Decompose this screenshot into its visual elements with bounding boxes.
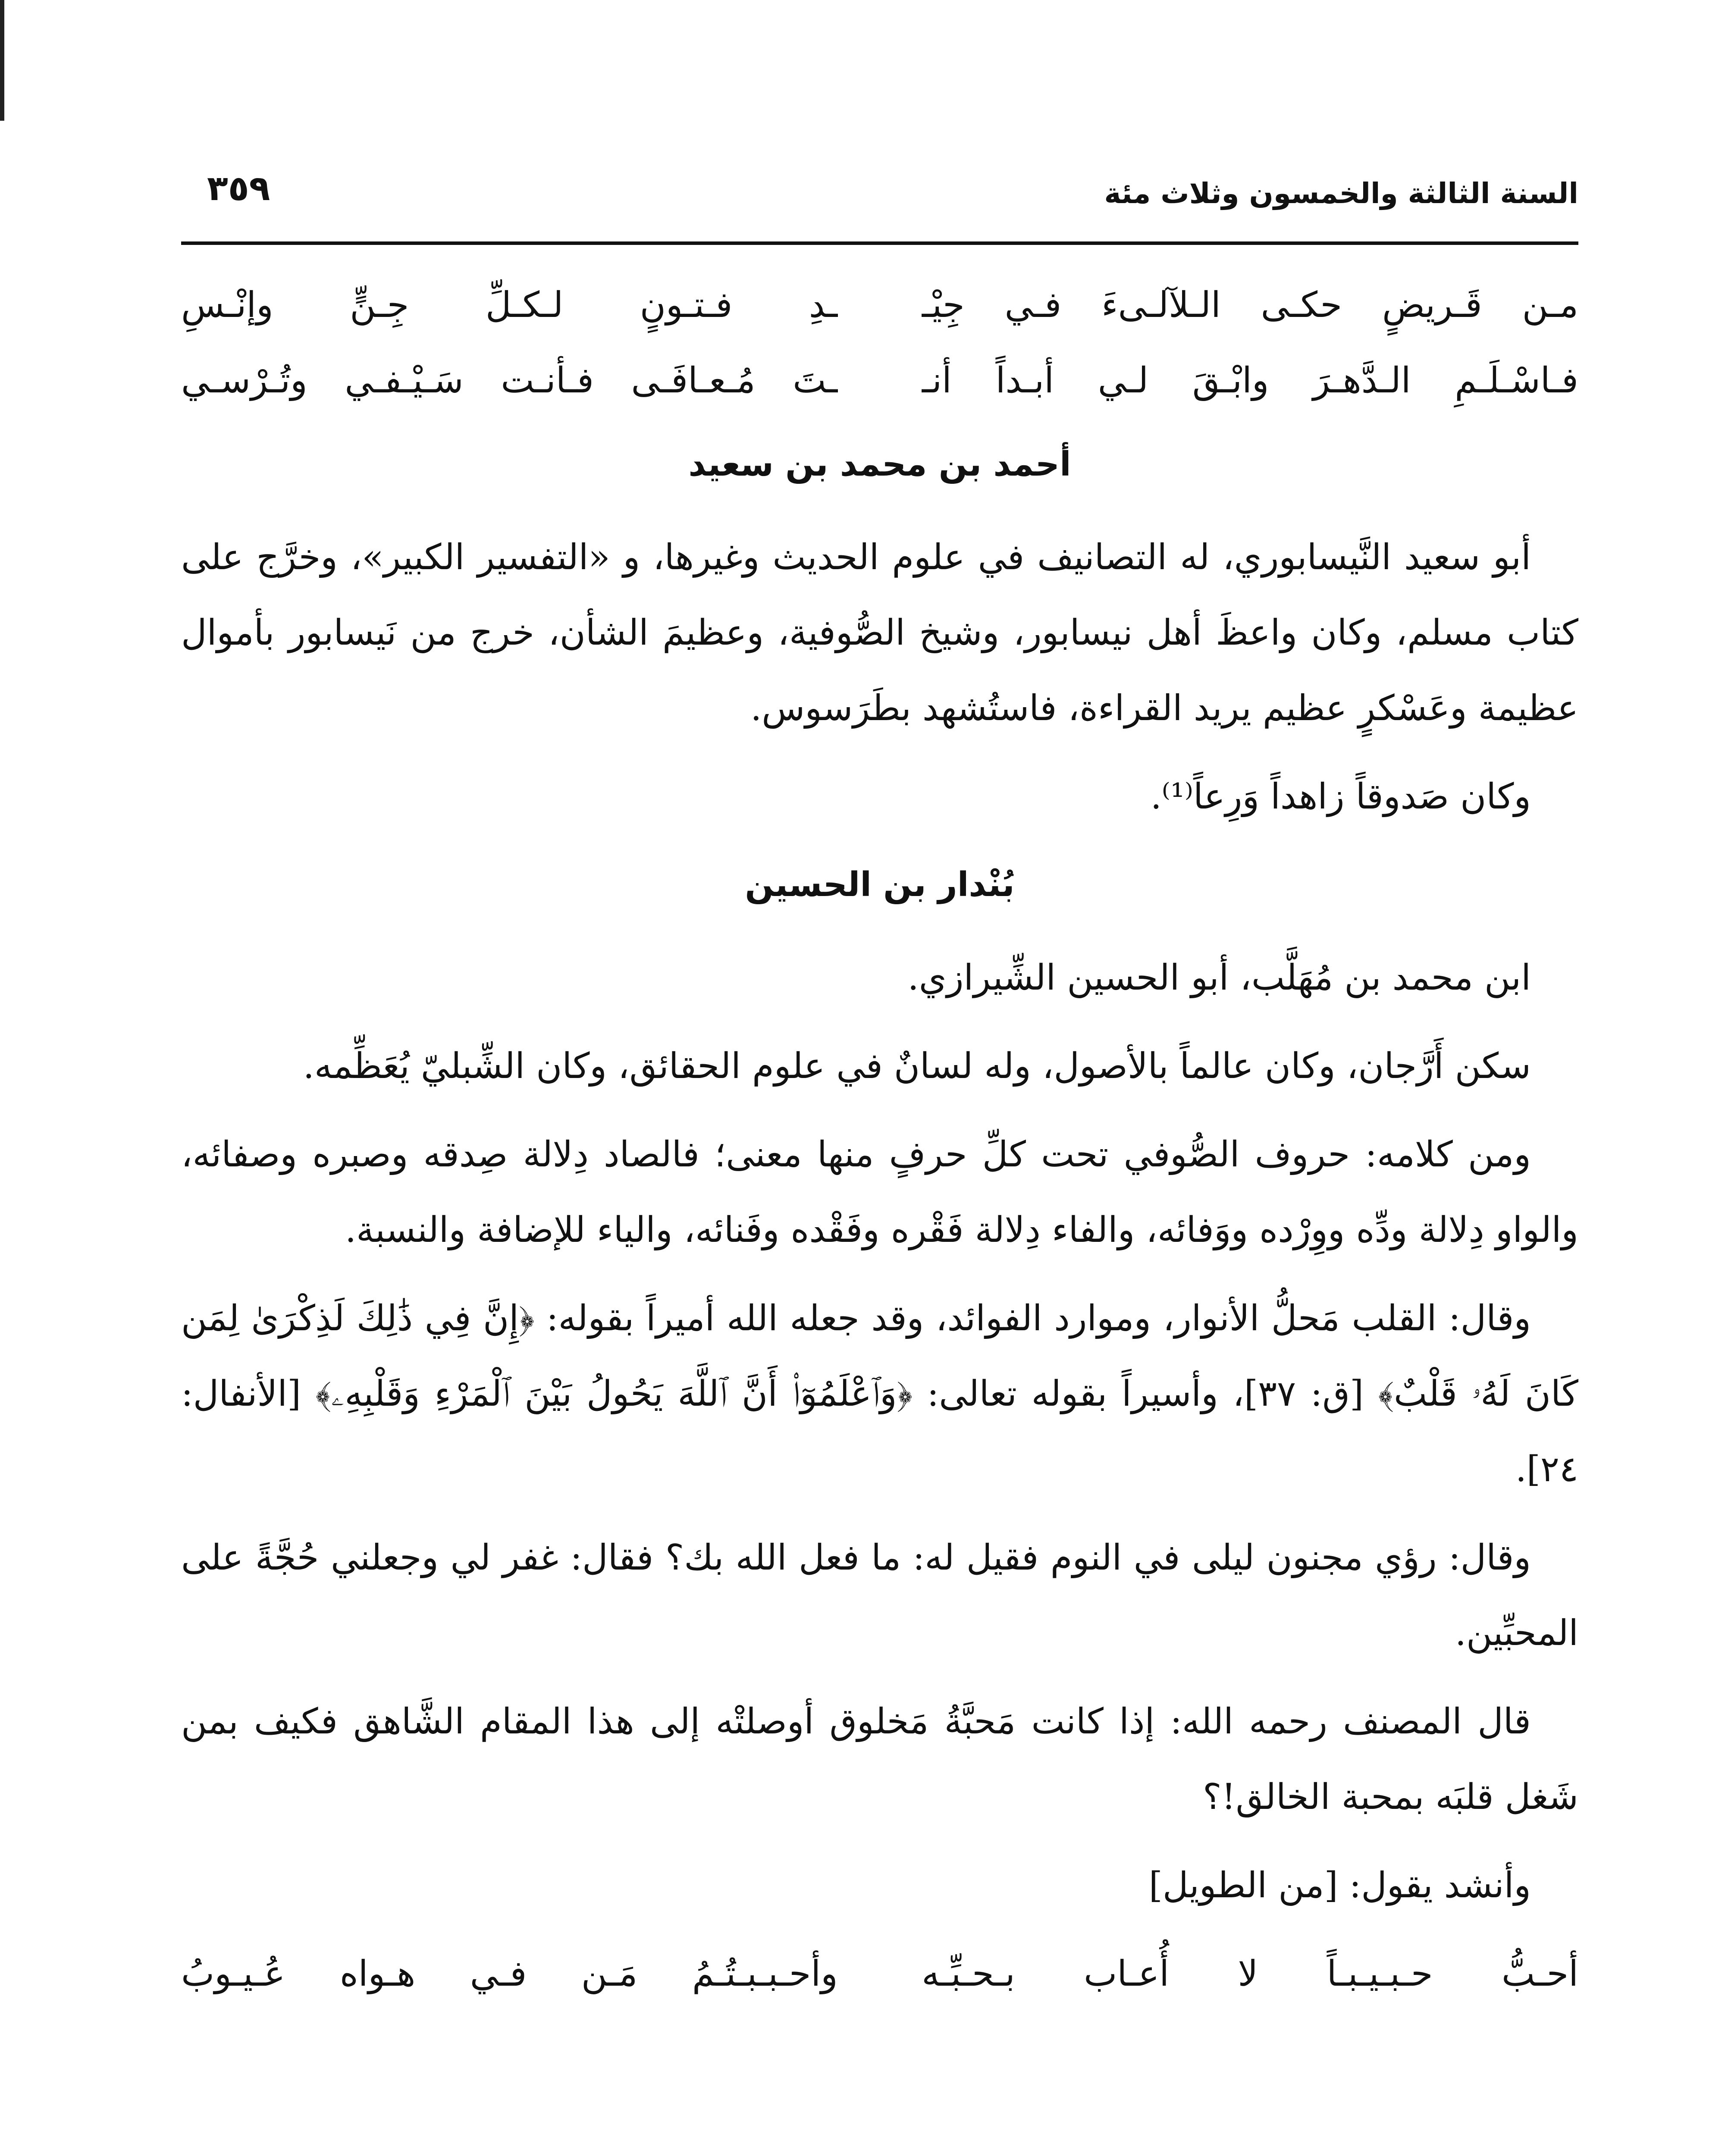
main-text xyxy=(181,267,1578,2012)
scan-edge-mark xyxy=(0,0,4,121)
entry-paragraph: ومن كلامه: حروف الصُّوفي تحت كلِّ حرفٍ منها معنى؛ فالصاد دِلالة صِدقه وصبره وصفائه، والواو دِلالة ودِّه ووِرْده ووَفائه، والفاء دِلالة فَقْره وفَقْده وفَنائه، والياء للإضافة والنسبة. xyxy=(181,1134,1578,1250)
entry-paragraph: وقال: القلب مَحلُّ الأنوار، وموارد الفوائد، وقد جعله الله أميراً بقوله: ﴿إِنَّ فِي ذَٰلِكَ لَذِكْرَىٰ لِمَن كَانَ لَهُۥ قَلْبٌ﴾ [ق: ٣٧]، وأسيراً بقوله تعالى: ﴿وَٱعْلَمُوٓا۟ أَنَّ ٱللَّهَ يَحُولُ بَيْنَ ٱلْمَرْءِ وَقَلْبِهِۦ﴾ [الأنفال: ٢٤]. xyxy=(181,1298,1578,1490)
entry-paragraph: وقال: رؤي مجنون ليلى في النوم فقيل له: ما فعل الله بك؟ فقال: غفر لي وجعلني حُجَّةً على المحبِّين. xyxy=(181,1537,1578,1654)
verse-second-hemistich: ـدِ فـتـونٍ لـكـلِّ جِـنٍّ وإنْـسِ xyxy=(181,285,838,326)
entry-paragraph: ابن محمد بن مُهَلَّب، أبو الحسين الشِّيرازي. xyxy=(907,957,1531,998)
entry-paragraph: وكان صَدوقاً زاهداً وَرِعاً⁽¹⁾. xyxy=(1150,776,1531,817)
verse-line xyxy=(181,1936,1578,2012)
verse-first-hemistich: فـاسْـلَـمِ الـدَّهـرَ وابْـقَ لـي أبـداً أنـ xyxy=(922,360,1578,401)
verse-first-hemistich: أحـبُّ حـبـيـبـاً لا أُعـاب بـحـبِّـه xyxy=(922,1953,1578,1994)
entry-heading: بُنْدار بن الحسين xyxy=(745,865,1015,904)
entry-paragraph: وأنشد يقول: [من الطويل] xyxy=(1148,1865,1531,1906)
verse-line xyxy=(181,267,1578,343)
verse-second-hemistich: وأحـبـبـتُـمُ مَـن فـي هـواه عُـيـوبُ xyxy=(181,1953,838,1994)
entry-paragraph: قال المصنف رحمه الله: إذا كانت مَحبَّةُ مَخلوق أوصلتْه إلى هذا المقام الشَّاهق فكيف بمن شَغل قلبَه بمحبة الخالق!؟ xyxy=(181,1701,1578,1818)
verse-line xyxy=(181,343,1578,418)
entry-heading: أحمد بن محمد بن سعيد xyxy=(688,445,1071,484)
running-title: السنة الثالثة والخمسون وثلاث مئة xyxy=(1104,177,1578,210)
page-number: ٣٥٩ xyxy=(207,168,270,208)
header-divider xyxy=(181,241,1578,245)
entry-paragraph: سكن أَرَّجان، وكان عالماً بالأصول، وله لسانٌ في علوم الحقائق، وكان الشِّبليّ يُعَظِّمه. xyxy=(303,1046,1531,1087)
verse-first-hemistich: مـن قَـريضٍ حكـى الـلآلـىءَ فـي جِيْـ xyxy=(922,285,1578,326)
verse-second-hemistich: ـتَ مُـعـافَـى فـأنـت سَـيْـفـي وتُـرْسـي xyxy=(181,360,838,401)
running-header xyxy=(181,160,1578,224)
entry-paragraph: أبو سعيد النَّيسابوري، له التصانيف في علوم الحديث وغيرها، و «التفسير الكبير»، وخرَّج على كتاب مسلم، وكان واعظَ أهل نيسابور، وشيخ الصُّوفية، وعظيمَ الشأن، خرج من نَيسابور بأموال عظيمة وعَسْكرٍ عظيم يريد القراءة، فاستُشهد بطَرَسوس. xyxy=(181,537,1578,729)
